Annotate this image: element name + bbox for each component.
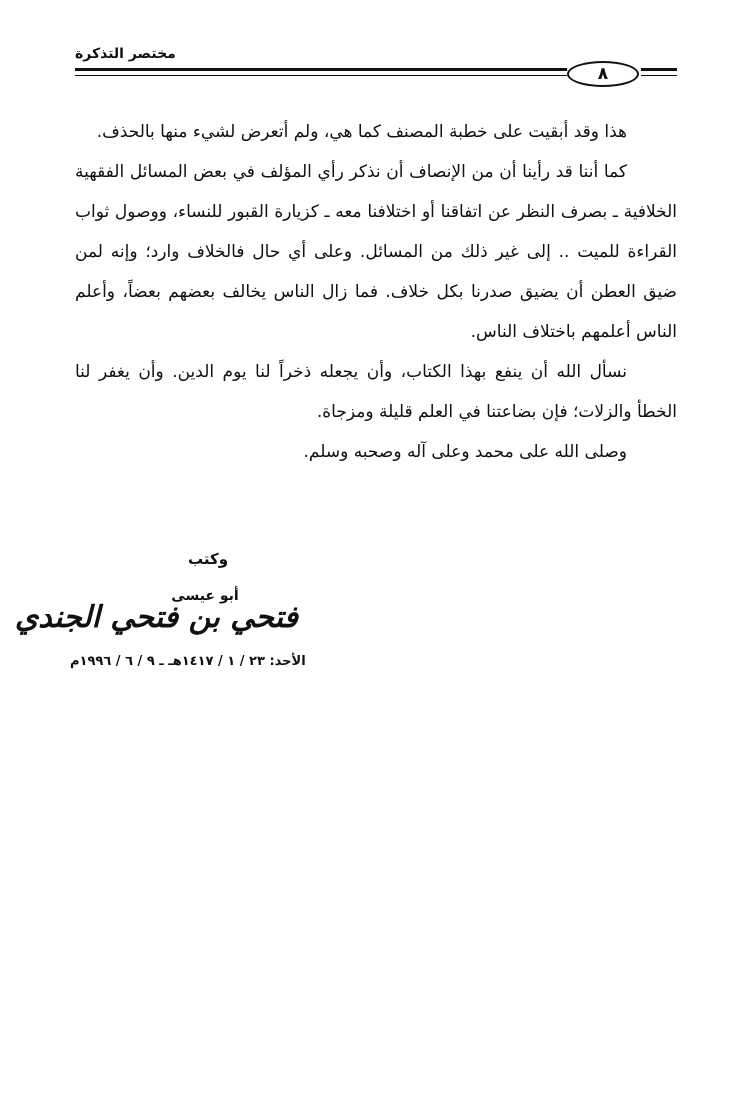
- header-rule-right-thin: [641, 75, 677, 76]
- paragraph-supplication: نسأل الله أن ينفع بهذا الكتاب، وأن يجعله ذخراً لنا يوم الدين. وأن يغفر لنا الخطأ والزلات؛ فإن بضاعتنا في العلم قليلة ومزجاة.: [75, 362, 677, 422]
- signature-kunya: أبو عيسى: [171, 588, 239, 604]
- page-number: ٨: [567, 61, 639, 87]
- paragraph-closing-prayer: وصلى الله على محمد وعلى آله وصحبه وسلم.: [303, 442, 627, 462]
- header-rule-thick: [75, 68, 567, 71]
- signature-date: الأحد: ٢٣ / ١ / ١٤١٧هـ ـ ٩ / ٦ / ١٩٩٦م: [70, 654, 306, 669]
- signature-wrote-label: وكتب: [187, 550, 229, 568]
- running-title: مختصر التذكرة: [75, 46, 176, 62]
- paragraph-editing-note: هذا وقد أبقيت على خطبة المصنف كما هي، ولم أتعرض لشيء منها بالحذف.: [96, 122, 627, 142]
- header-rule-right-thick: [641, 68, 677, 71]
- signature-name: فتحي بن فتحي الجندي: [14, 600, 298, 635]
- body-text: [75, 112, 677, 472]
- header-rule-thin: [75, 75, 567, 76]
- paragraph-author-opinion: كما أننا قد رأينا أن من الإنصاف أن نذكر رأي المؤلف في بعض المسائل الفقهية الخلافية ـ بصرف النظر عن اتفاقنا أو اختلافنا معه ـ كزيارة القبور للنساء، ووصول ثواب القراءة للميت .. إلى غير ذلك من المسائل. وعلى أي حال فالخلاف وارد؛ وإنه لمن ضيق العطن أن يضيق صدرنا بكل خلاف. فما زال الناس يخالف بعضهم بعضاً، وأعلم الناس أعلمهم باختلاف الناس.: [75, 162, 677, 342]
